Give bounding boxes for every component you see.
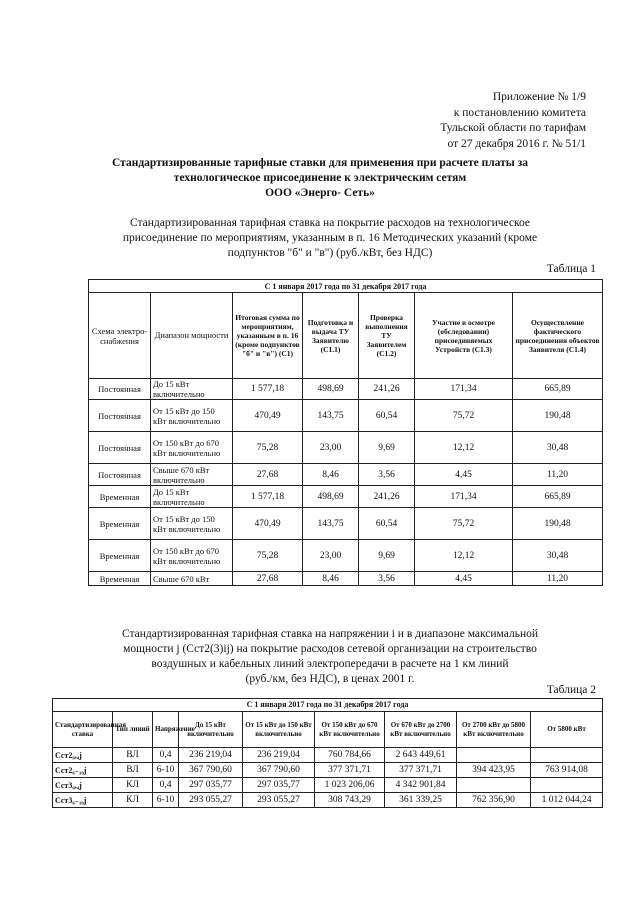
c1-cell: 1 577,18: [233, 486, 303, 508]
c13-cell: 75,72: [415, 508, 513, 540]
scheme-cell: Временная: [89, 540, 151, 572]
c11-cell: 143,75: [303, 400, 359, 432]
c12-cell: 9,69: [359, 432, 415, 464]
table2-header-rate: Стандартизированная ставка: [53, 712, 113, 748]
table2-header-range2: От 15 кВт до 150 кВт включительно: [243, 712, 315, 748]
value-cell: 293 055,27: [179, 793, 243, 808]
c14-cell: 665,89: [513, 379, 603, 400]
c11-cell: 23,00: [303, 540, 359, 572]
voltage-cell: 6-10: [153, 793, 179, 808]
c12-cell: 60,54: [359, 400, 415, 432]
table1-label: Таблица 1: [546, 263, 596, 275]
table-row: [89, 379, 603, 400]
c13-cell: 171,34: [415, 486, 513, 508]
value-cell: 308 743,29: [315, 793, 385, 808]
c13-cell: 4,45: [415, 572, 513, 586]
scheme-cell: Временная: [89, 486, 151, 508]
table2-header-range1: До 15 кВт включительно: [179, 712, 243, 748]
section1-line: присоединение по мероприятиям, указанным в п. 16 Методических указаний (кроме: [122, 232, 538, 244]
c13-cell: 12,12: [415, 540, 513, 572]
c14-cell: 30,48: [513, 432, 603, 464]
value-cell: [531, 778, 603, 793]
scheme-cell: Временная: [89, 572, 151, 586]
value-cell: 394 423,95: [457, 763, 531, 778]
value-cell: 377 371,71: [315, 763, 385, 778]
table2-header-voltage: Напряжение: [153, 712, 179, 748]
c11-cell: 8,46: [303, 464, 359, 486]
scheme-cell: Временная: [89, 508, 151, 540]
c11-cell: 8,46: [303, 572, 359, 586]
c12-cell: 60,54: [359, 508, 415, 540]
table-row: [89, 486, 603, 508]
voltage-cell: 0,4: [153, 778, 179, 793]
value-cell: 361 339,25: [385, 793, 457, 808]
value-cell: 2 643 449,61: [385, 748, 457, 763]
table1-header-c14: Осуществление фактического присоединения объектов Заявителя (С1.4): [513, 293, 603, 379]
c13-cell: 12,12: [415, 432, 513, 464]
appendix-header: [366, 90, 586, 152]
c12-cell: 3,56: [359, 572, 415, 586]
section1-line: Стандартизированная тарифная ставка на покрытие расходов на технологическое: [129, 217, 531, 229]
c1-cell: 1 577,18: [233, 379, 303, 400]
c14-cell: 30,48: [513, 540, 603, 572]
c1-cell: 470,49: [233, 508, 303, 540]
table-row: [89, 464, 603, 486]
section2-line: (руб./км, без НДС), в ценах 2001 г.: [245, 673, 415, 685]
range-cell: До 15 кВт включительно: [151, 486, 233, 508]
c12-cell: 241,26: [359, 379, 415, 400]
value-cell: 297 035,77: [179, 778, 243, 793]
table-row: [89, 572, 603, 586]
c14-cell: 11,20: [513, 464, 603, 486]
rate-cell: Сст2₆₋₁₀j: [53, 763, 113, 778]
scheme-cell: Постоянная: [89, 432, 151, 464]
c12-cell: 9,69: [359, 540, 415, 572]
value-cell: 297 035,77: [243, 778, 315, 793]
section2-line: мощности j (Сст2(3)ij) на покрытие расходов сетевой организации на строительство: [123, 643, 537, 655]
value-cell: 762 356,90: [457, 793, 531, 808]
scheme-cell: Постоянная: [89, 379, 151, 400]
line-type-cell: КЛ: [113, 793, 153, 808]
c13-cell: 171,34: [415, 379, 513, 400]
c14-cell: 665,89: [513, 486, 603, 508]
range-cell: От 15 кВт до 150 кВт включительно: [151, 508, 233, 540]
c12-cell: 3,56: [359, 464, 415, 486]
c1-cell: 75,28: [233, 432, 303, 464]
table-row: [89, 400, 603, 432]
table1-header-c13: Участие в осмотре (обследовании) присоединяемых Устройств (С1.3): [415, 293, 513, 379]
c14-cell: 190,48: [513, 508, 603, 540]
range-cell: От 150 кВт до 670 кВт включительно: [151, 540, 233, 572]
value-cell: 367 790,60: [243, 763, 315, 778]
line-type-cell: ВЛ: [113, 763, 153, 778]
table-row: [89, 540, 603, 572]
line-type-cell: ВЛ: [113, 748, 153, 763]
c11-cell: 498,69: [303, 486, 359, 508]
value-cell: 1 012 044,24: [531, 793, 603, 808]
table-row: [53, 763, 603, 778]
value-cell: 367 790,60: [179, 763, 243, 778]
value-cell: 763 914,08: [531, 763, 603, 778]
line-type-cell: КЛ: [113, 778, 153, 793]
section2-description: [70, 627, 590, 687]
value-cell: 760 784,66: [315, 748, 385, 763]
range-cell: Свыше 670 кВт включительно: [151, 464, 233, 486]
appendix-ref-line: Тульской области по тарифам: [440, 122, 586, 134]
table2-header-range4: От 670 кВт до 2700 кВт включительно: [385, 712, 457, 748]
c14-cell: 190,48: [513, 400, 603, 432]
table1-header-c1: Итоговая сумма по мероприятиям, указанным в п. 16 (кроме подпунктов "б" и "в") (С1): [233, 293, 303, 379]
range-cell: До 15 кВт включительно: [151, 379, 233, 400]
c11-cell: 498,69: [303, 379, 359, 400]
section1-description: [80, 216, 580, 261]
c1-cell: 27,68: [233, 464, 303, 486]
table-row: [89, 432, 603, 464]
title-line: Стандартизированные тарифные ставки для применения при расчете платы за: [112, 157, 528, 169]
tariff-table-2: [52, 698, 603, 808]
section2-line: воздушных и кабельных линий электропередачи в расчете на 1 км линий: [151, 658, 509, 670]
table2-header-range6: От 5800 кВт: [531, 712, 603, 748]
c11-cell: 143,75: [303, 508, 359, 540]
value-cell: [531, 748, 603, 763]
table1-header-scheme: Схема электро-снабжения: [89, 293, 151, 379]
section2-line: Стандартизированная тарифная ставка на напряжении i и в диапазоне максимальной: [121, 628, 539, 640]
c13-cell: 4,45: [415, 464, 513, 486]
table1-header-c11: Подготовка и выдача ТУ Заявителю (С1.1): [303, 293, 359, 379]
table-row: [53, 793, 603, 808]
table-row: [53, 748, 603, 763]
table2-header-range5: От 2700 кВт до 5800 кВт включительно: [457, 712, 531, 748]
title-line: технологическое присоединение к электрическим сетям: [173, 172, 467, 184]
value-cell: 293 055,27: [243, 793, 315, 808]
rate-cell: Сст3₆₋₁₀j: [53, 793, 113, 808]
c14-cell: 11,20: [513, 572, 603, 586]
table2-header-range3: От 150 кВт до 670 кВт включительно: [315, 712, 385, 748]
appendix-date-line: от 27 декабря 2016 г. № 51/1: [447, 137, 586, 150]
value-cell: 377 371,71: [385, 763, 457, 778]
range-cell: Свыше 670 кВт: [151, 572, 233, 586]
table1-header-c12: Проверка выполнения ТУ Заявителем (С1.2): [359, 293, 415, 379]
rate-cell: Сст3₀,₄j: [53, 778, 113, 793]
c11-cell: 23,00: [303, 432, 359, 464]
document-title: [40, 156, 600, 201]
c1-cell: 75,28: [233, 540, 303, 572]
appendix-ref-line: к постановлению комитета: [453, 106, 586, 119]
table1-header-range: Диапазон мощности: [151, 293, 233, 379]
voltage-cell: 6-10: [153, 763, 179, 778]
table2-label: Таблица 2: [546, 684, 596, 696]
value-cell: 236 219,04: [179, 748, 243, 763]
range-cell: От 150 кВт до 670 кВт включительно: [151, 432, 233, 464]
voltage-cell: 0,4: [153, 748, 179, 763]
table-row: [89, 508, 603, 540]
c1-cell: 27,68: [233, 572, 303, 586]
value-cell: 4 342 901,84: [385, 778, 457, 793]
c12-cell: 241,26: [359, 486, 415, 508]
value-cell: 1 023 206,06: [315, 778, 385, 793]
table1-period: С 1 января 2017 года по 31 декабря 2017 года: [89, 280, 603, 293]
table2-period: С 1 января 2017 года по 31 декабря 2017 года: [53, 699, 603, 712]
appendix-number: Приложение № 1/9: [492, 91, 586, 103]
table-row: [53, 778, 603, 793]
scheme-cell: Постоянная: [89, 464, 151, 486]
value-cell: 236 219,04: [243, 748, 315, 763]
tariff-table-1: [88, 279, 603, 586]
range-cell: От 15 кВт до 150 кВт включительно: [151, 400, 233, 432]
value-cell: [457, 778, 531, 793]
table2-header-type: Тип линий: [113, 712, 153, 748]
value-cell: [457, 748, 531, 763]
scheme-cell: Постоянная: [89, 400, 151, 432]
c13-cell: 75,72: [415, 400, 513, 432]
title-line: ООО «Энерго- Сеть»: [265, 187, 375, 199]
rate-cell: Сст2₀,₄j: [53, 748, 113, 763]
section1-line: подпунктов "б" и "в") (руб./кВт, без НДС): [227, 247, 433, 259]
c1-cell: 470,49: [233, 400, 303, 432]
